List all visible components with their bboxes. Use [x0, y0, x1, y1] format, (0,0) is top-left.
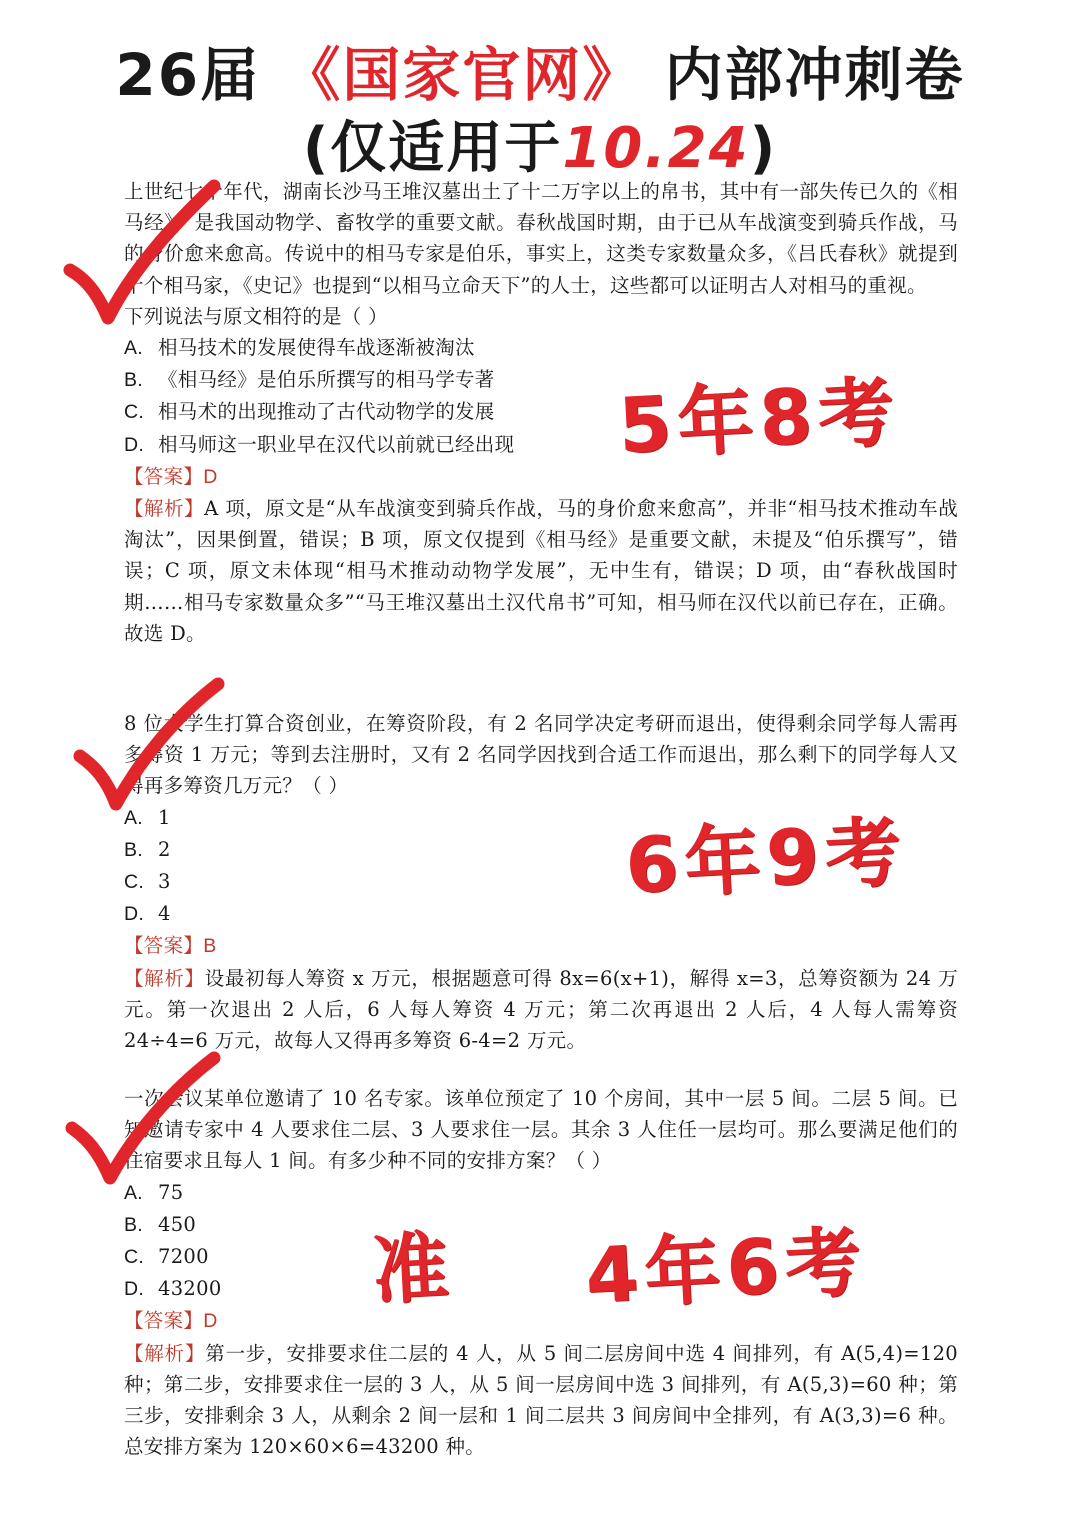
- frequency-stamp-3: 4年6考: [583, 1216, 870, 1321]
- subtitle-close: ): [749, 116, 778, 181]
- question-prompt: 下列说法与原文相符的是（ ）: [124, 304, 388, 328]
- answer-line: 【答案】B: [124, 934, 217, 958]
- option-c: C. 相马术的出现推动了古代动物学的发展: [124, 400, 495, 424]
- option-c: C. 7200: [124, 1245, 209, 1269]
- page-title: [0, 28, 1080, 112]
- title-suffix: 内部冲刺卷: [664, 41, 965, 109]
- subtitle-open: (仅适用于: [302, 116, 563, 181]
- check-mark-icon: [72, 676, 232, 826]
- option-c: C. 3: [124, 870, 171, 894]
- option-b: B. 《相马经》是伯乐所撰写的相马学专著: [124, 368, 495, 392]
- answer-line: 【答案】D: [124, 464, 218, 488]
- title-prefix: 26届: [115, 41, 261, 109]
- check-mark-icon: [64, 1050, 224, 1200]
- explanation: 【解析】A 项，原文是“从车战演变到骑兵作战，马的身价愈来愈高”，并非“相马技术推动车战淘汰”，因果倒置，错误；B 项，原文仅提到《相马经》是重要文献，未提及“伯乐撰写”，错误；C 项，原文未体现“相马术推动动物学发展”，无中生有，错误；D 项，由“春秋战国时期……相马专家数量众多”“马王堆汉墓出土汉代帛书”可知，相马师在汉代以前已存在，正确。故选 D。: [124, 497, 958, 645]
- question-stem: 上世纪七十年代，湖南长沙马王堆汉墓出土了十二万字以上的帛书，其中有一部失传已久的《相马经》，是我国动物学、畜牧学的重要文献。春秋战国时期，由于已从车战演变到骑兵作战，马的身价愈来愈高。传说中的相马专家是伯乐，事实上，这类专家数量众多，《吕氏春秋》就提到十个相马家，《史记》也提到“以相马立命天下”的人士，这些都可以证明古人对相马的重视。: [124, 180, 958, 297]
- frequency-stamp-2: 6年9考: [623, 806, 910, 911]
- page-subtitle: [0, 104, 1080, 184]
- answer-line: 【答案】D: [124, 1309, 218, 1333]
- option-d: D. 43200: [124, 1277, 222, 1301]
- subtitle-date: 10.24: [562, 116, 750, 181]
- option-d: D. 4: [124, 902, 171, 926]
- title-highlight: 《国家官网》: [282, 41, 643, 109]
- question-stem: 一次会议某单位邀请了 10 名专家。该单位预定了 10 个房间，其中一层 5 间。二层 5 间。已知邀请专家中 4 人要求住二层、3 人要求住一层。其余 3 人住任一层均可。那么要满足他们的住宿要求且每人 1 间。有多少种不同的安排方案？（ ）: [124, 1087, 958, 1173]
- option-a: A. 1: [124, 805, 171, 829]
- option-b: B. 450: [124, 1212, 197, 1236]
- frequency-stamp-1: 5年8考: [616, 366, 903, 471]
- option-d: D. 相马师这一职业早在汉代以前就已经出现: [124, 432, 515, 456]
- explanation: 【解析】第一步，安排要求住二层的 4 人，从 5 间二层房间中选 4 间排列，有 A(5,4)=120 种；第二步，安排要求住一层的 3 人，从 5 间一层房间中选 3 间排列，有 A(5,3)=60 种；第三步，安排剩余 3 人，从剩余 2 间一层和 1 间二层共 3 间房间中全排列，有 A(3,3)=6 种。总安排方案为 120×60×6=43200 种。: [124, 1341, 959, 1459]
- accuracy-stamp: 准: [370, 1222, 451, 1315]
- option-a: A. 相马技术的发展使得车战逐渐被淘汰: [124, 336, 475, 360]
- check-mark-icon: [62, 178, 222, 328]
- option-a: A. 75: [124, 1180, 184, 1204]
- option-b: B. 2: [124, 837, 171, 861]
- explanation: 【解析】设最初每人筹资 x 万元，根据题意可得 8x=6(x+1)，解得 x=3，总筹资额为 24 万元。第一次退出 2 人后，6 人每人筹资 4 万元；第二次再退出 2 人后，4 人每人需筹资 24÷4=6 万元，故每人又得再多筹资 6-4=2 万元。: [124, 966, 959, 1053]
- question-stem: 8 位大学生打算合资创业，在筹资阶段，有 2 名同学决定考研而退出，使得剩余同学每人需再多筹资 1 万元；等到去注册时，又有 2 名同学因找到合适工作而退出，那么剩下的同学每人又得再多筹资几万元？（ ）: [124, 712, 958, 798]
